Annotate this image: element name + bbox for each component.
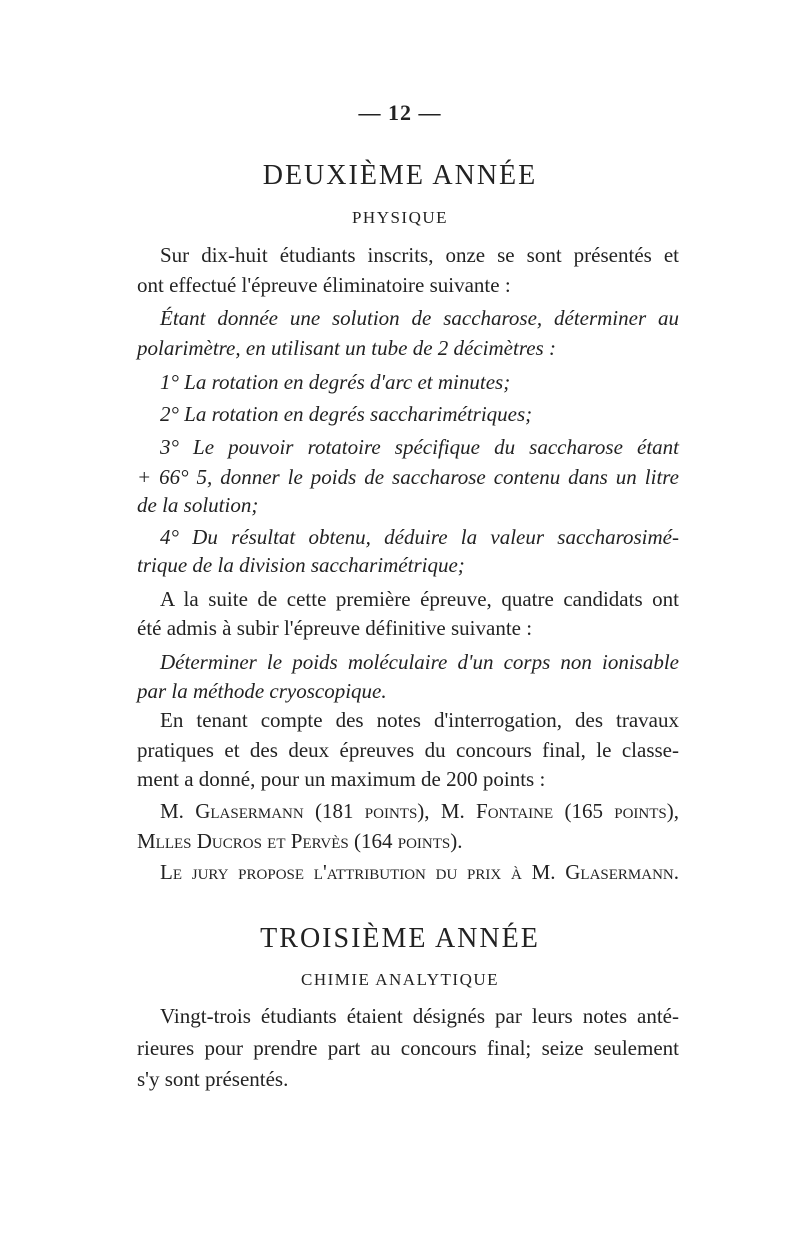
paragraph-line: M. Glasermann (181 points), M. Fontaine (165 points),: [160, 799, 679, 823]
paragraph-line: Le jury propose l'attribution du prix à M. Glasermann.: [160, 860, 679, 884]
section-subtitle-physique: PHYSIQUE: [351, 208, 449, 227]
paragraph-line: trique de la division saccharimétrique;: [137, 553, 465, 577]
paragraph-line: En tenant compte des notes d'interrogation, des travaux: [160, 708, 679, 732]
section-subtitle-chimie-analytique: CHIMIE ANALYTIQUE: [300, 970, 500, 989]
paragraph-line: pratiques et des deux épreuves du concours final, le classe-: [137, 738, 679, 762]
paragraph-line: Mlles Ducros et Pervès (164 points).: [137, 829, 463, 853]
paragraph-line: 2° La rotation en degrés saccharimétriques;: [160, 402, 533, 426]
paragraph-line: Déterminer le poids moléculaire d'un corps non ionisable: [160, 650, 679, 674]
paragraph-line: 3° Le pouvoir rotatoire spécifique du saccharose étant: [160, 435, 679, 459]
paragraph-line: Vingt-trois étudiants étaient désignés par leurs notes anté-: [160, 1004, 679, 1028]
page-number: — 12 —: [358, 100, 442, 125]
section-title-troisieme-annee: TROISIÈME ANNÉE: [260, 923, 540, 954]
paragraph-line: + 66° 5, donner le poids de saccharose contenu dans un litre: [137, 465, 679, 489]
paragraph-line: polarimètre, en utilisant un tube de 2 décimètres :: [137, 336, 556, 360]
paragraph-line: ont effectué l'épreuve éliminatoire suivante :: [137, 273, 511, 297]
paragraph-line: été admis à subir l'épreuve définitive suivante :: [137, 616, 533, 640]
paragraph-line: par la méthode cryoscopique.: [137, 679, 387, 703]
paragraph-line: Étant donnée une solution de saccharose, déterminer au: [160, 306, 679, 330]
paragraph-line: 1° La rotation en degrés d'arc et minutes;: [160, 370, 511, 394]
paragraph-line: s'y sont présentés.: [137, 1067, 289, 1091]
paragraph-line: 4° Du résultat obtenu, déduire la valeur saccharosimé-: [160, 525, 679, 549]
paragraph-line: ment a donné, pour un maximum de 200 points :: [137, 767, 546, 791]
paragraph-line: A la suite de cette première épreuve, quatre candidats ont: [160, 587, 679, 611]
paragraph-line: rieures pour prendre part au concours final; seize seulement: [137, 1036, 679, 1060]
paragraph-line: Sur dix-huit étudiants inscrits, onze se sont présentés et: [160, 243, 679, 267]
section-title-deuxieme-annee: DEUXIÈME ANNÉE: [262, 160, 538, 191]
paragraph-line: de la solution;: [137, 493, 259, 517]
